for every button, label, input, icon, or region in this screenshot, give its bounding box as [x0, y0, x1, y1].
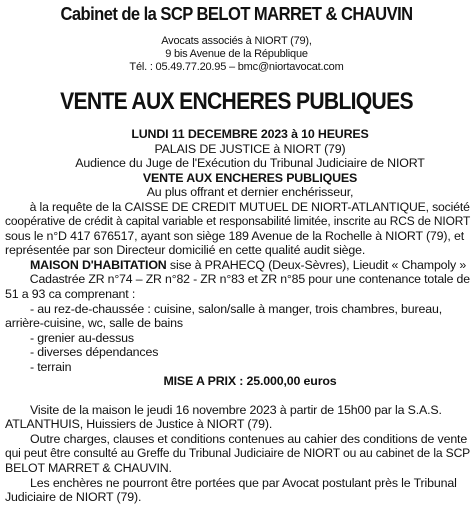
visit-line: ATLANTHUIS, Huissiers de Justice à NIORT (79).	[5, 417, 273, 432]
visit-line: Visite de la maison le jeudi 16 novembre 2023 à partir de 15h00 par la S.A.S.	[30, 402, 442, 417]
starting-price: MISE A PRIX : 25.000,00 euros	[163, 374, 337, 389]
requester-paragraph	[5, 199, 471, 258]
rooms-line: arrière-cuisine, wc, salle de bains	[5, 316, 183, 331]
paragraph-gap	[30, 389, 470, 403]
property-type: MAISON D'HABITATION	[30, 257, 167, 272]
conditions-paragraph	[5, 432, 470, 476]
cadastre-line: Cadastrée ZR n°74 – ZR n°82 - ZR n°83 et ZR n°85 pour une contenance totale de	[29, 272, 470, 287]
cadastre-line: 51 a 93 ca comprenant :	[5, 287, 136, 302]
firm-contact-line: Tél. : 05.49.77.20.95 – bmc@niortavocat.com	[129, 61, 344, 73]
firm-address-line-1: Avocats associés à NIORT (79),	[161, 35, 312, 47]
bids-line: Judiciaire de NIORT (79).	[5, 490, 142, 505]
firm-address-line-2: 9 bis Avenue de la République	[165, 48, 308, 60]
notice-title: VENTE AUX ENCHERES PUBLIQUES	[60, 88, 413, 115]
requester-line: coopérative de crédit à capital variable et responsabilité limitée, inscrite au RCS de NIORT	[5, 214, 471, 229]
property-item: - terrain	[30, 359, 72, 374]
requester-line: à la requête de la CAISSE DE CREDIT MUTUEL DE NIORT-ATLANTIQUE, société	[29, 199, 470, 214]
conditions-line: Outre charges, clauses et conditions contenues au cahier des conditions de vente	[30, 431, 468, 446]
property-heading	[30, 258, 470, 273]
bids-paragraph	[5, 476, 470, 505]
conditions-line: BELOT MARRET & CHAUVIN.	[5, 461, 172, 476]
conditions-line: qui peut être consulté au Greffe du Tribunal Judiciaire de NIORT ou au cabinet de la SCP	[5, 446, 471, 461]
hearing-date: LUNDI 11 DECEMBRE 2023 à 10 HEURES	[131, 127, 369, 141]
rooms-line: - au rez-de-chaussée : cuisine, salon/salle à manger, trois chambres, bureau,	[30, 301, 443, 316]
requester-line: représentée par son Directeur domicilié en cette qualité audit siège.	[5, 243, 366, 258]
rooms-paragraph	[5, 302, 470, 331]
visit-paragraph	[5, 403, 470, 432]
notice-body	[5, 127, 471, 505]
firm-name: Cabinet de la SCP BELOT MARRET & CHAUVIN	[60, 4, 413, 24]
bidding-mode: Au plus offrant et dernier enchérisseur,	[146, 185, 354, 200]
sale-subtitle: VENTE AUX ENCHERES PUBLIQUES	[142, 170, 358, 185]
property-item: - diverses dépendances	[30, 345, 159, 360]
requester-line: sous le n°D 417 676517, ayant son siège 189 Avenue de la Rochelle à NIORT (79), et	[5, 228, 464, 243]
property-location: sise à PRAHECQ (Deux-Sèvres), Lieudit « Champoly »	[166, 257, 467, 272]
hearing-court: Audience du Juge de l'Exécution du Tribunal Judiciaire de NIORT	[75, 156, 425, 171]
bids-line: Les enchères ne pourront être portées que par Avocat postulant près le Tribunal	[30, 475, 457, 490]
hearing-place: PALAIS DE JUSTICE à NIORT (79)	[154, 141, 346, 156]
cadastre-paragraph	[5, 272, 470, 301]
property-item: - grenier au-dessus	[30, 330, 134, 345]
